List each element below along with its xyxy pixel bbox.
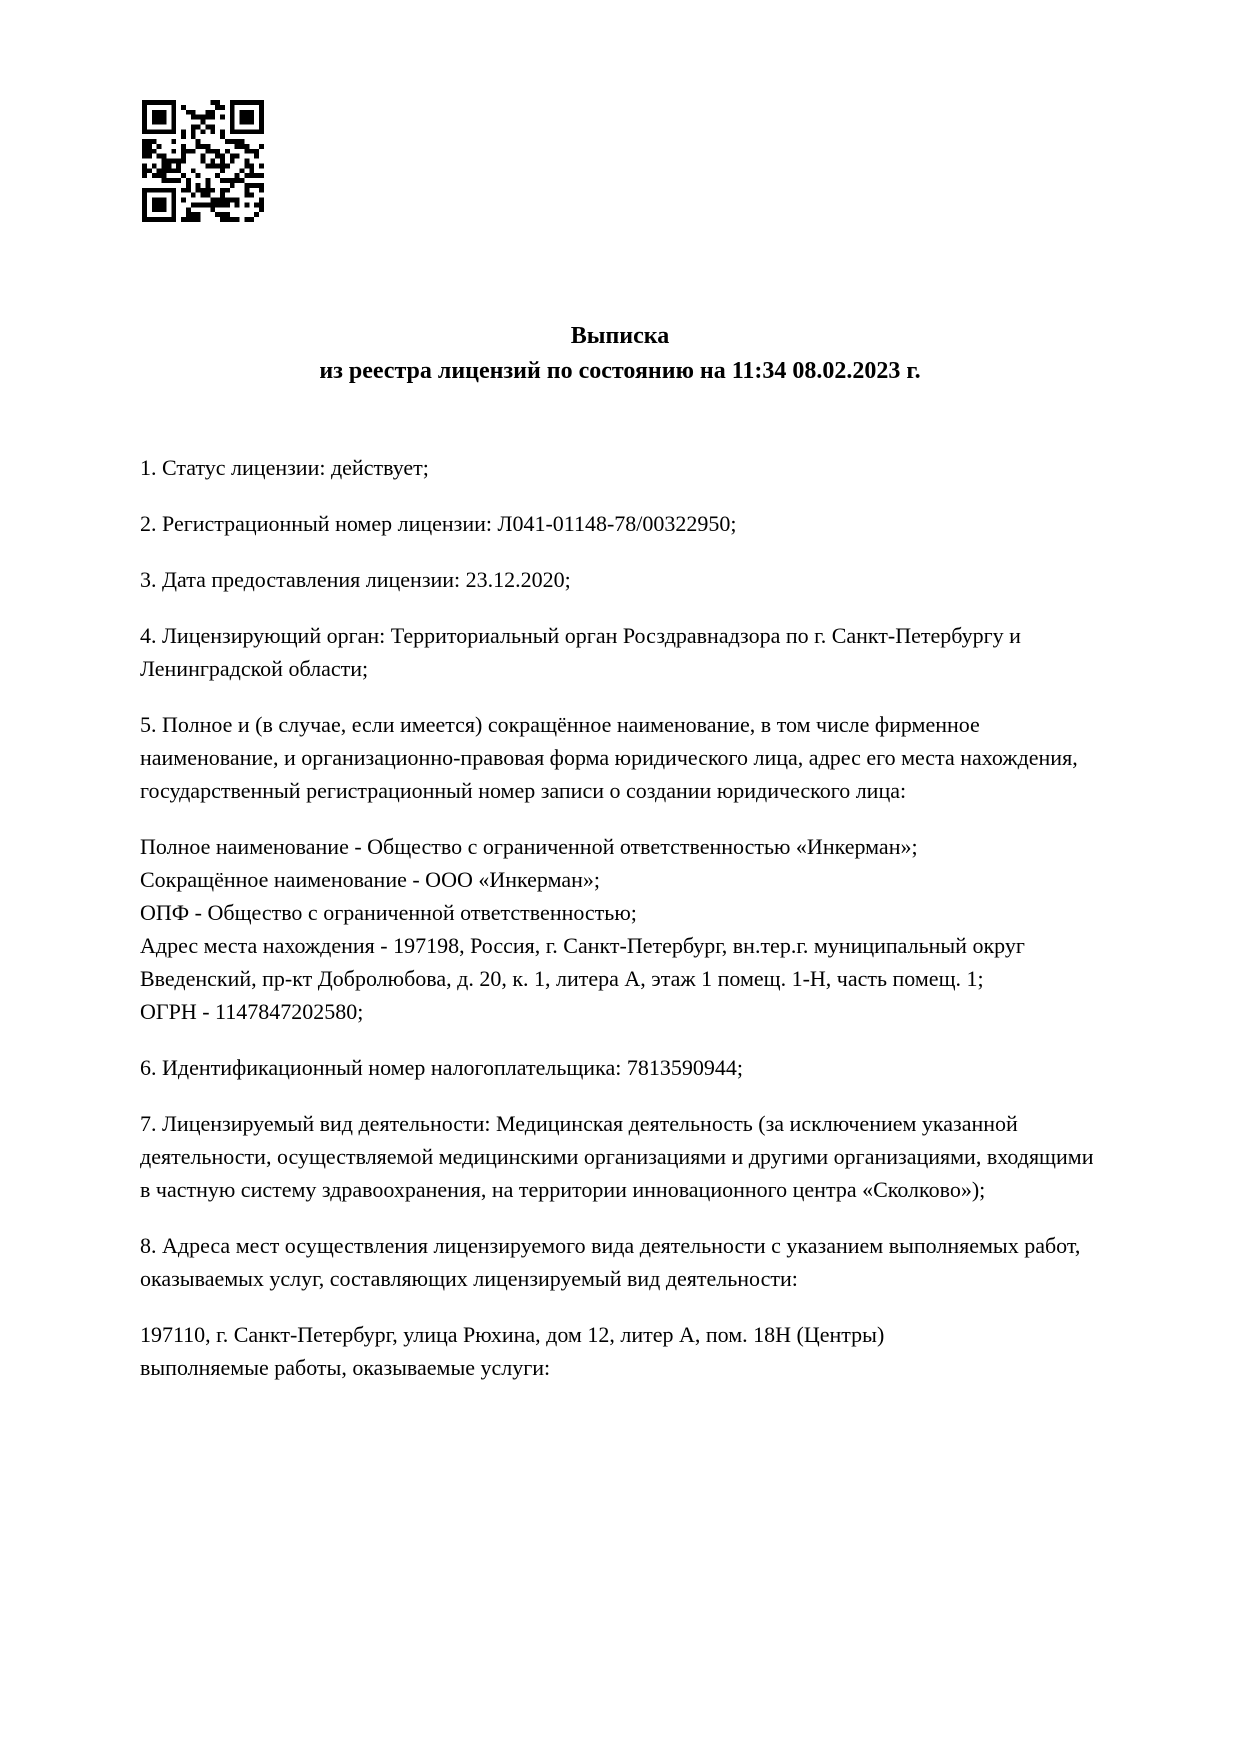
company-name-intro: 5. Полное и (в случае, если имеется) сокращённое наименование, в том числе фирменное наименование, и организационно-правовая форма юридического лица, адрес его места нахождения, государственный регистрационный номер записи о создании юридического лица: — [140, 712, 1078, 803]
company-full-name: Полное наименование - Общество с ограниченной ответственностью «Инкерман»; — [140, 834, 918, 859]
license-reg-number: 2. Регистрационный номер лицензии: Л041-01148-78/00322950; — [140, 511, 737, 536]
document-page — [0, 100, 1240, 1750]
company-opf: ОПФ - Общество с ограниченной ответственностью; — [140, 900, 637, 925]
licensing-authority: 4. Лицензирующий орган: Территориальный орган Росздравнадзора по г. Санкт-Петербургу и Ленинградской области; — [140, 623, 1021, 681]
work-address-block — [140, 1318, 1100, 1384]
qr-code — [142, 100, 264, 222]
company-details — [140, 830, 1100, 1028]
work-address: 197110, г. Санкт-Петербург, улица Рюхина, дом 12, литер А, пом. 18Н (Центры) — [140, 1322, 885, 1347]
license-grant-date: 3. Дата предоставления лицензии: 23.12.2020; — [140, 567, 571, 592]
company-address: Адрес места нахождения - 197198, Россия, г. Санкт-Петербург, вн.тер.г. муниципальный округ Введенский, пр-кт Добролюбова, д. 20, к. 1, литера А, этаж 1 помещ. 1-Н, часть помещ. 1; — [140, 933, 1025, 991]
taxpayer-inn: 6. Идентификационный номер налогоплательщика: 7813590944; — [140, 1055, 743, 1080]
company-ogrn: ОГРН - 1147847202580; — [140, 999, 364, 1024]
licensed-activity: 7. Лицензируемый вид деятельности: Медицинская деятельность (за исключением указанной деятельности, осуществляемой медицинскими организациями и другими организациями, входящими в частную систему здравоохранения, на территории инновационного центра «Сколково»); — [140, 1111, 1094, 1202]
company-short-name: Сокращённое наименование - ООО «Инкерман»; — [140, 867, 601, 892]
works-services-label: выполняемые работы, оказываемые услуги: — [140, 1355, 551, 1380]
title-line-1: Выписка — [570, 323, 670, 349]
license-status: 1. Статус лицензии: действует; — [140, 455, 429, 480]
activity-addresses-intro: 8. Адреса мест осуществления лицензируемого вида деятельности с указанием выполняемых работ, оказываемых услуг, составляющих лицензируемый вид деятельности: — [140, 1233, 1081, 1291]
document-title — [140, 319, 1100, 389]
title-line-2: из реестра лицензий по состоянию на 11:34 08.02.2023 г. — [319, 358, 921, 384]
document-body — [140, 319, 1100, 1384]
